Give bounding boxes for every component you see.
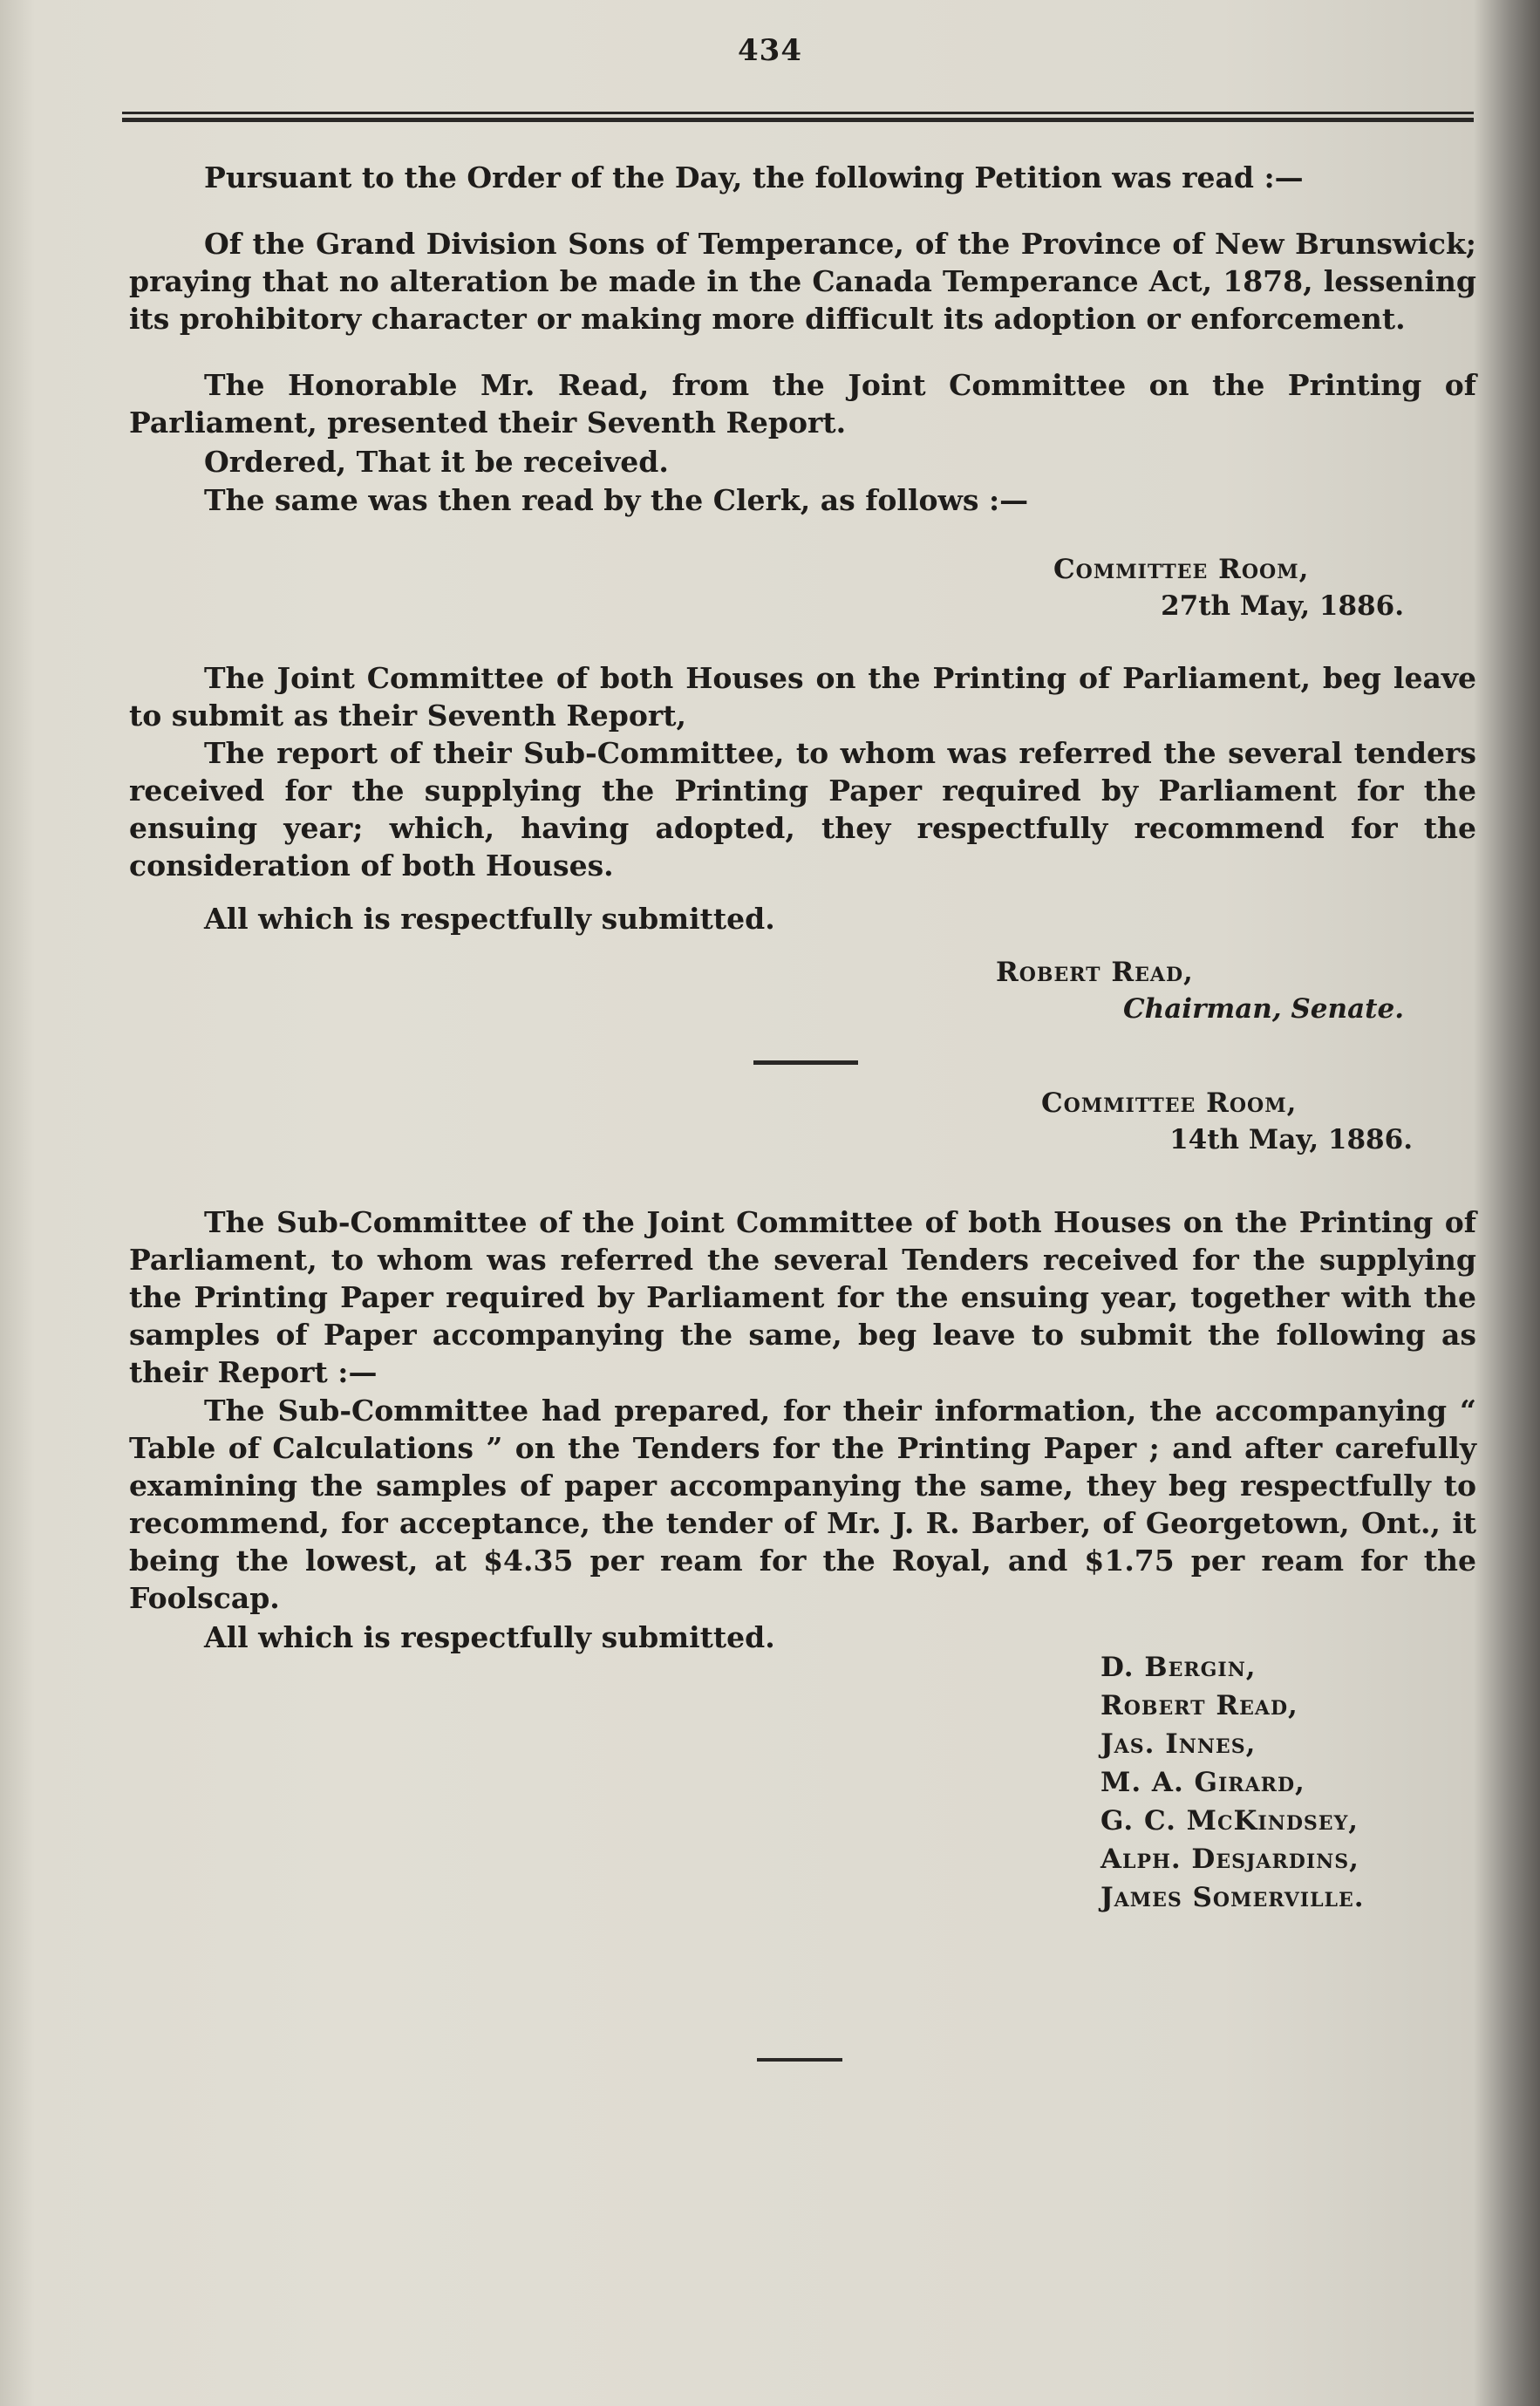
- report1-place: Committee Room,: [1053, 554, 1310, 585]
- signatory: Alph. Desjardins,: [1100, 1844, 1359, 1875]
- read-motion: The Honorable Mr. Read, from the Joint Committee on the Printing of Parliament, presented their Seventh Report.: [129, 368, 1476, 440]
- page-number: 434: [738, 33, 802, 68]
- petition-intro: Pursuant to the Order of the Day, the following Petition was read :—: [204, 160, 1304, 194]
- report2-date: 14th May, 1886.: [1169, 1124, 1413, 1155]
- signatory: D. Bergin,: [1100, 1652, 1257, 1683]
- report2-para1: The Sub-Committee of the Joint Committee of both Houses on the Printing of Parliament, to whom was referred the several Tenders received for the supplying the Printing Paper required by Parliament for the ensuing year, together with the samples of Paper accompanying the same, beg leave to submit the following as their Report :—: [129, 1205, 1476, 1389]
- report1-para1: The Joint Committee of both Houses on the Printing of Parliament, beg leave to submit as their Seventh Report,: [129, 661, 1476, 733]
- report1-date: 27th May, 1886.: [1161, 590, 1404, 622]
- report1-para2: The report of their Sub-Committee, to whom was referred the several tenders received for the supplying the Printing Paper required by Parliament for the ensuing year; which, having adopted, they respectfully recommend for the consideration of both Houses.: [129, 736, 1476, 883]
- section-divider: [753, 1060, 858, 1065]
- signatory: Robert Read,: [1100, 1690, 1298, 1721]
- signatory: M. A. Girard,: [1100, 1767, 1305, 1798]
- end-divider: [757, 2058, 842, 2062]
- report1-location: [959, 551, 1404, 624]
- report2-location: [959, 1085, 1413, 1158]
- ordered-statement: Ordered, That it be received.: [204, 445, 669, 479]
- report2-signatories: [1100, 1648, 1365, 1917]
- read-by-clerk: The same was then read by the Clerk, as follows :—: [204, 483, 1029, 517]
- signatory: James Somerville.: [1100, 1882, 1365, 1913]
- report1-signature: [959, 954, 1404, 1027]
- report1-closing: All which is respectfully submitted.: [204, 902, 775, 936]
- report1-signer-title: Chairman, Senate.: [1123, 993, 1404, 1025]
- report1-signer-name: Robert Read,: [996, 957, 1194, 988]
- report2-para2: The Sub-Committee had prepared, for their information, the accompanying “ Table of Calculations ” on the Tenders for the Printing Paper ; and after carefully examining the samples of paper accompanying the same, they beg respectfully to recommend, for acceptance, the tender of Mr. J. R. Barber, of Georgetown, Ont., it being the lowest, at $4.35 per ream for the Royal, and $1.75 per ream for the Foolscap.: [129, 1394, 1476, 1615]
- report2-place: Committee Room,: [1041, 1087, 1298, 1119]
- signatory: Jas. Innes,: [1100, 1728, 1257, 1760]
- report2-closing: All which is respectfully submitted.: [204, 1620, 775, 1654]
- header-rule: [122, 112, 1474, 124]
- petition-text: Of the Grand Division Sons of Temperance, of the Province of New Brunswick; praying that no alteration be made in the Canada Temperance Act, 1878, lessening its prohibitory character or making more difficult its adoption or enforcement.: [129, 227, 1476, 336]
- signatory: G. C. McKindsey,: [1100, 1805, 1359, 1837]
